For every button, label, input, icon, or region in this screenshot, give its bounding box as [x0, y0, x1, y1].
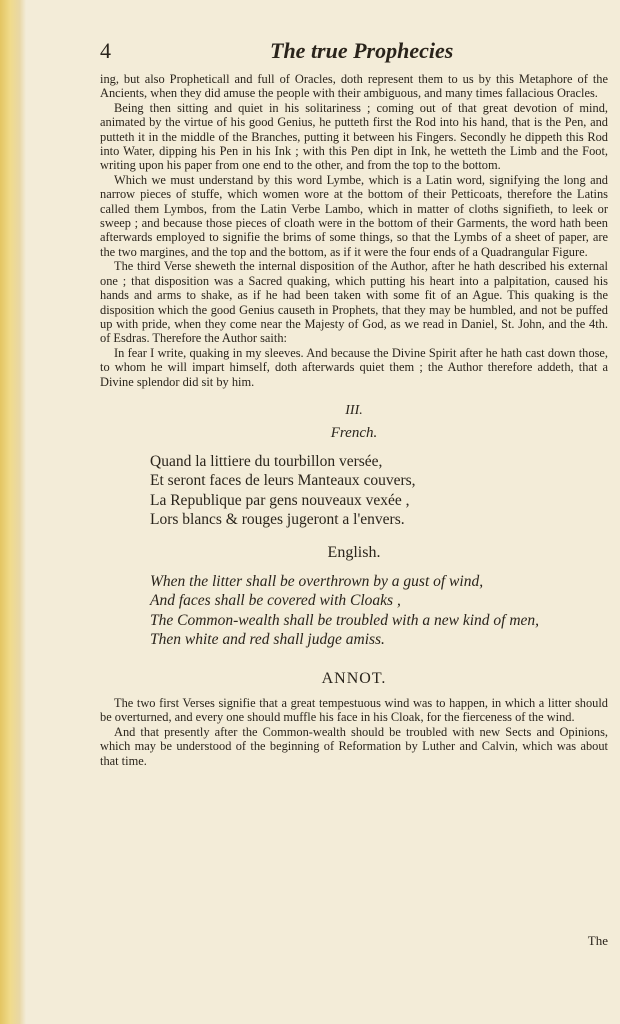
verse-line: Then white and red shall judge amiss. — [150, 631, 385, 649]
paragraph: The two first Verses signifie that a great tempestuous wind was to happen, in which a litter should be overturned, and every one should muffle his face in his Cloak, for the fierceness of the wind. — [100, 695, 608, 725]
annot-heading: ANNOT. — [321, 669, 387, 687]
paragraph: And that presently after the Common-wealth should be troubled with new Sects and Opinions, which may be understood of the beginning of Reformation by Luther and Calvin, which was about that time. — [100, 724, 608, 768]
running-head — [100, 38, 608, 72]
verse-line: Lors blancs & rouges jugeront a l'envers. — [150, 511, 405, 529]
verse-line: When the litter shall be overthrown by a gust of wind, — [150, 572, 484, 590]
verse-line: And faces shall be covered with Cloaks , — [150, 592, 401, 610]
page-gutter — [0, 0, 26, 1024]
french-verse — [150, 452, 608, 530]
english-heading: English. — [327, 543, 381, 561]
paragraph: Which we must understand by this word Lymbe, which is a Latin word, signifying the long and narrow pieces of stuffe, which women wore at the bottom of their Petticoats, therefore the Latins called them Lymbos, from the Latin Verbe Lambo, which in matter of cloths signifieth, to leek or sweep ; and because those pieces of cloath were in the bottom of their Garments, the word hath been afterwards employed to signifie the brims of some things, so that the Lymbs of a sheet of paper, are the two margines, and the top and the bottom, as if it were the four ends of a Quadrangular Figure. — [100, 172, 608, 259]
paragraph: The third Verse sheweth the internal disposition of the Author, after he hath described his external one ; that disposition was a Sacred quaking, which putting his heart into a palpitation, caused his hands and arms to shake, as if he had been taken with some fit of an Ague. This quaking is the disposition which the good Genius causeth in Prophets, that they may be humbled, and not be puffed up with pride, when they come near the Majesty of God, as we read in Daniel, St. John, and the 4th. of Esdras. Therefore the Author saith: — [100, 259, 608, 346]
page-number: 4 — [100, 38, 111, 63]
verse-line: The Common-wealth shall be troubled with a new kind of men, — [150, 611, 540, 629]
commentary — [100, 72, 608, 389]
annotation — [100, 696, 608, 768]
catchword: The — [587, 933, 608, 948]
verse-line: La Republique par gens nouveaux vexée , — [150, 491, 410, 509]
english-verse — [150, 572, 608, 650]
quatrain-number: III. — [345, 402, 363, 418]
paragraph: ing, but also Propheticall and full of Oracles, doth represent them to us by this Metaphore of the Ancients, when they did amuse the people with their ambiguous, and many times fallacious Oracles. — [100, 72, 608, 101]
running-title: The true Prophecies — [270, 38, 454, 63]
verse-line: Et seront faces de leurs Manteaux couvers, — [150, 472, 416, 490]
paragraph: Being then sitting and quiet in his solitariness ; coming out of that great devotion of mind, animated by the virtue of his good Genius, he putteth first the Rod into his hand, that is the Pen, and putteth it in the middle of the Branches, putting it between his Fingers. Secondly he dippeth this Rod into Water, dipping his Pen in his Ink ; with this Pen dipt in Ink, he wetteth the Limb and the Foot, writing upon his paper from one end to the other, and from the top to the bottom. — [100, 100, 608, 173]
french-heading: French. — [330, 424, 378, 441]
page-content — [100, 38, 608, 768]
paragraph: In fear I write, quaking in my sleeves. And because the Divine Spirit after he hath cast down those, to whom he will impart himself, doth afterwards quiet them ; the Author therefore addeth, that a Divine splendor did sit by him. — [100, 345, 608, 389]
verse-line: Quand la littiere du tourbillon versée, — [150, 452, 383, 470]
